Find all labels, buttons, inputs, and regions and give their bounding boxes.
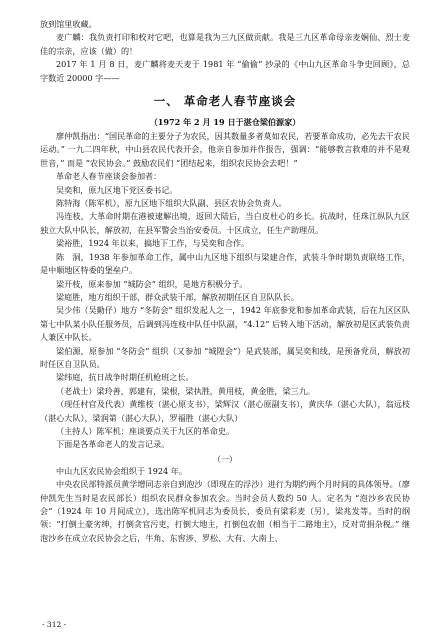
paragraph: 放到馆里收藏。 <box>40 19 97 29</box>
paragraph: 梁开枝，原来参加 “城防会” 组织，是地方积极分子。 <box>56 278 248 289</box>
paragraph: 吴奕和，原九区地下党区委书记。 <box>56 184 178 195</box>
paragraph: 吴少伟（吴勤仔）地方 “冬防会” 组织发起人之一，1942 年底参党和参加革命武装，后在九区区队第七中队某小队任服务员，后调到冯连枝中队任中队副，“4.12” 后转入地下活动，解放初是区武装负责人兼区中队长。 <box>40 305 410 343</box>
paragraph: 中央农民部特派员黄学增同志亲自到泡沙（即现在的浮沙）进行为期约两个月时间的具体领导。（廖仲凯先生当时是农民部长）组织农民群众参加农会。当时会员人数约 50 人。定名为 “泡沙乡农民协会”（1924 年 10 月间成立），选出陈军机同志为委员长，委员有梁彩麦（另），梁兆发等。当时的纲领：“打倒土豪劣绅，打倒贪官污吏，打倒大地主，打倒包农佃（相当于二路地主），反对苛捐杂税。” 继泡沙乡在成立农民协会之后，牛角、东窖涉、罗松、大有、大南上、 <box>40 479 410 543</box>
paragraph: 麦广麟：我负责打印和校对它吧，也算是我为三九区做贡献。我是三九区革命母亲麦娴仙、烈士麦佳的宗亲，应该（做）的！ <box>40 32 410 56</box>
paragraph: 梁纬庭，抗日战争时期任机枪班之长。 <box>56 372 194 383</box>
paragraph: （老战士）梁玲善，郭建有，梁根，梁执胜，黄用枝，黄金胜，梁三九。 <box>56 385 316 396</box>
paragraph: 下面是各革命老人的发言记录。 <box>56 439 170 450</box>
paragraph: 梁庭胜，地方组织干部，群众武装干部，解放初期任区自卫队队长。 <box>56 291 299 302</box>
paragraph: 梁裕胜，1924 年以来，搞地下工作，与吴奕和合作。 <box>56 238 250 249</box>
paragraph: （主持人）陈军机：座谈要点关于九区的革命史。 <box>56 425 235 436</box>
subsection-marker: （一） <box>212 453 238 464</box>
meeting-subtitle: （1972 年 2 月 19 日于湛仓梁伯源家） <box>149 117 301 128</box>
paragraph: 梁伯源，原参加 “冬防会” 组织（又参加 “城隍会”）是武装部，属吴奕和线，是预备党员，解放初时任区自卫队员。 <box>40 345 410 369</box>
paragraph: 中山九区农民协会组织于 1924 年。 <box>56 465 187 476</box>
main-text-block <box>40 130 410 452</box>
paragraph: 革命老人春节座谈会参加者： <box>56 171 162 182</box>
section-title: 一、 革命老人春节座谈会 <box>153 94 297 109</box>
page-number: - 312 - <box>42 620 67 629</box>
paragraph: 冯连枝，大革命时期在港被逮解出境，返回大陆后，当白皮杜心的乡长。抗战时，任珠江纵队九区独立大队中队长，解放初，在县军警会当治安委员。十区成立，任生产助理员。 <box>40 211 410 235</box>
top-text-block <box>40 18 410 85</box>
bottom-text-block <box>40 465 410 545</box>
paragraph: （现任村官及代表）黄维枝（湛心原支书），梁辉汉（湛心原副支书），黄庆华（湛心大队），翁远枝（湛心大队），梁润第（湛心大队），罗福胜（湛心大队） <box>40 399 410 423</box>
paragraph: 陈 洞，1938 年参加革命工作，属中山九区地下组织与梁建合作，武装斗争时期负责联络工作，是中顺地区特委的堡垒户。 <box>40 251 410 276</box>
paragraph: 廖仲凯指出：“国民革命的主要分子为农民，因其数量多者莫如农民，若要革命成功，必先去干农民运动。” 一九二四年秋，中山县农民代表开会，他亲自参加并作报告，强调：“能够教言救难的并不是观世音，” 而是 “农民协会。” 鼓励农民们 “团结起来，组织农民协会去吧！” <box>40 131 410 168</box>
paragraph: 陈特海（陈军机），原九区地下组织大队副、县区农协会负责人。 <box>56 198 287 209</box>
paragraph: 2017 年 1 月 8 日，麦广麟将麦天麦于 1981 年 “偷偷” 抄录的《中山九区革命斗争史回顾》，总字数近 20000 字—— <box>40 59 410 83</box>
